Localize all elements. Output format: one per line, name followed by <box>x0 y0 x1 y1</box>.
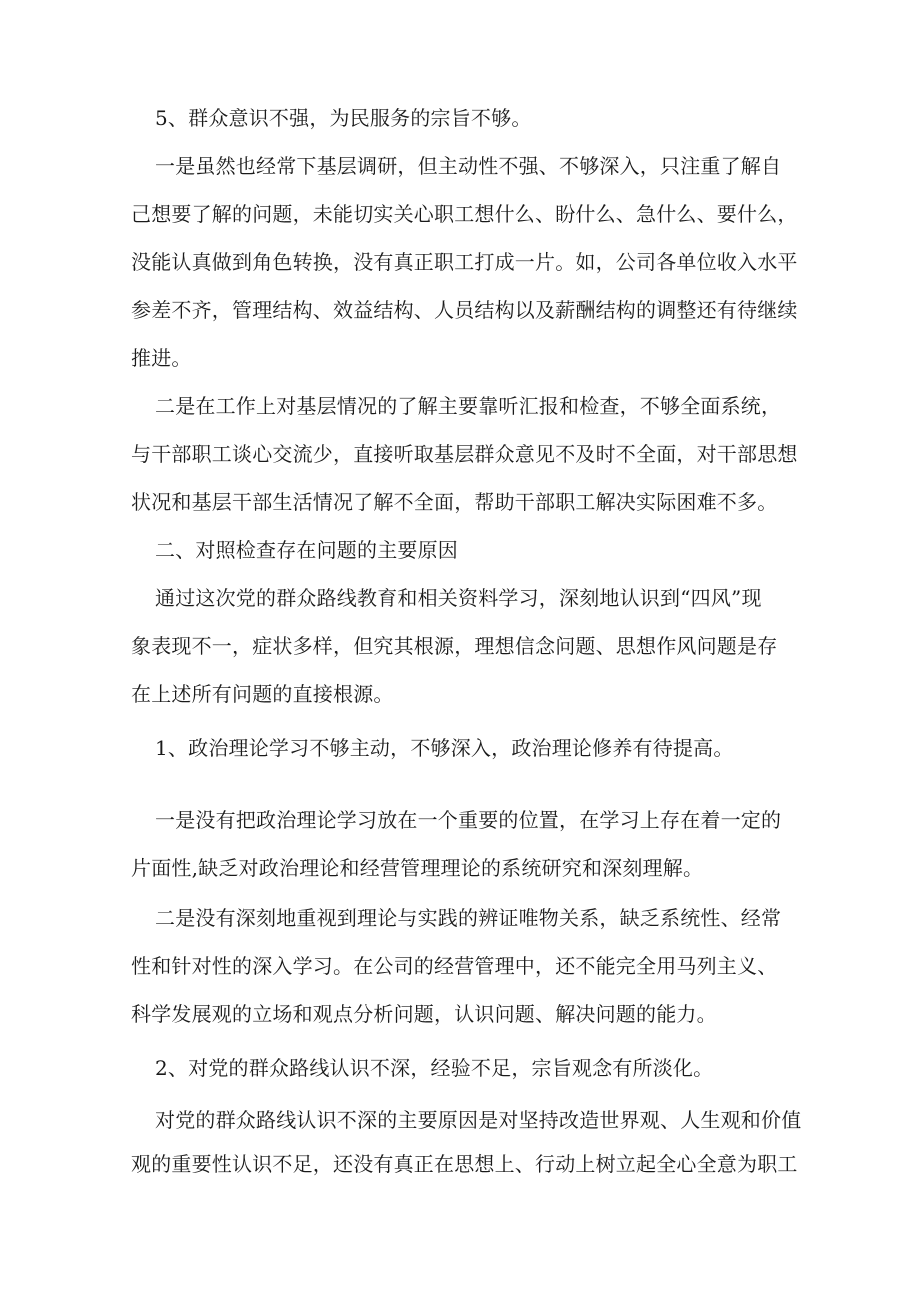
heading-2: 2、对党的群众路线认识不深，经验不足，宗旨观念有所淡化。 <box>155 1056 714 1080</box>
section-heading: 二、对照检查存在问题的主要原因 <box>155 538 458 562</box>
paragraph-line: 对党的群众路线认识不深的主要原因是对坚持改造世界观、人生观和价值 <box>155 1108 802 1132</box>
heading-1: 1、政治理论学习不够主动，不够深入，政治理论修养有待提高。 <box>155 736 734 760</box>
paragraph-line: 通过这次党的群众路线教育和相关资料学习，深刻地认识到“四风”现 <box>155 586 762 610</box>
paragraph-line: 性和针对性的深入学习。在公司的经营管理中，还不能完全用马列主义、 <box>131 954 778 978</box>
paragraph-line: 一是虽然也经常下基层调研，但主动性不强、不够深入，只注重了解自 <box>155 154 782 178</box>
paragraph-line: 二是在工作上对基层情况的了解主要靠听汇报和检查，不够全面系统， <box>155 394 782 418</box>
paragraph-line: 己想要了解的问题，未能切实关心职工想什么、盼什么、急什么、要什么， <box>131 202 798 226</box>
paragraph-line: 参差不齐，管理结构、效益结构、人员结构以及薪酬结构的调整还有待继续 <box>131 298 798 322</box>
paragraph-line: 没能认真做到角色转换，没有真正职工打成一片。如，公司各单位收入水平 <box>131 250 798 274</box>
paragraph-line: 象表现不一，症状多样，但究其根源，理想信念问题、思想作风问题是存 <box>131 634 778 658</box>
paragraph-line: 科学发展观的立场和观点分析问题，认识问题、解决问题的能力。 <box>131 1002 717 1026</box>
paragraph-line: 在上述所有问题的直接根源。 <box>131 682 394 706</box>
paragraph-line: 观的重要性认识不足，还没有真正在思想上、行动上树立起全心全意为职工 <box>131 1152 798 1176</box>
heading-5: 5、群众意识不强，为民服务的宗旨不够。 <box>155 106 532 130</box>
paragraph-line: 二是没有深刻地重视到理论与实践的辨证唯物关系，缺乏系统性、经常 <box>155 906 782 930</box>
paragraph-line: 与干部职工谈心交流少，直接听取基层群众意见不及时不全面，对干部思想 <box>131 442 798 466</box>
paragraph-line: 一是没有把政治理论学习放在一个重要的位置，在学习上存在着一定的 <box>155 808 782 832</box>
paragraph-line: 推进。 <box>131 346 192 370</box>
paragraph-line: 状况和基层干部生活情况了解不全面，帮助干部职工解决实际困难不多。 <box>131 490 778 514</box>
paragraph-line: 片面性,缺乏对政治理论和经营管理理论的系统研究和深刻理解。 <box>131 856 704 880</box>
